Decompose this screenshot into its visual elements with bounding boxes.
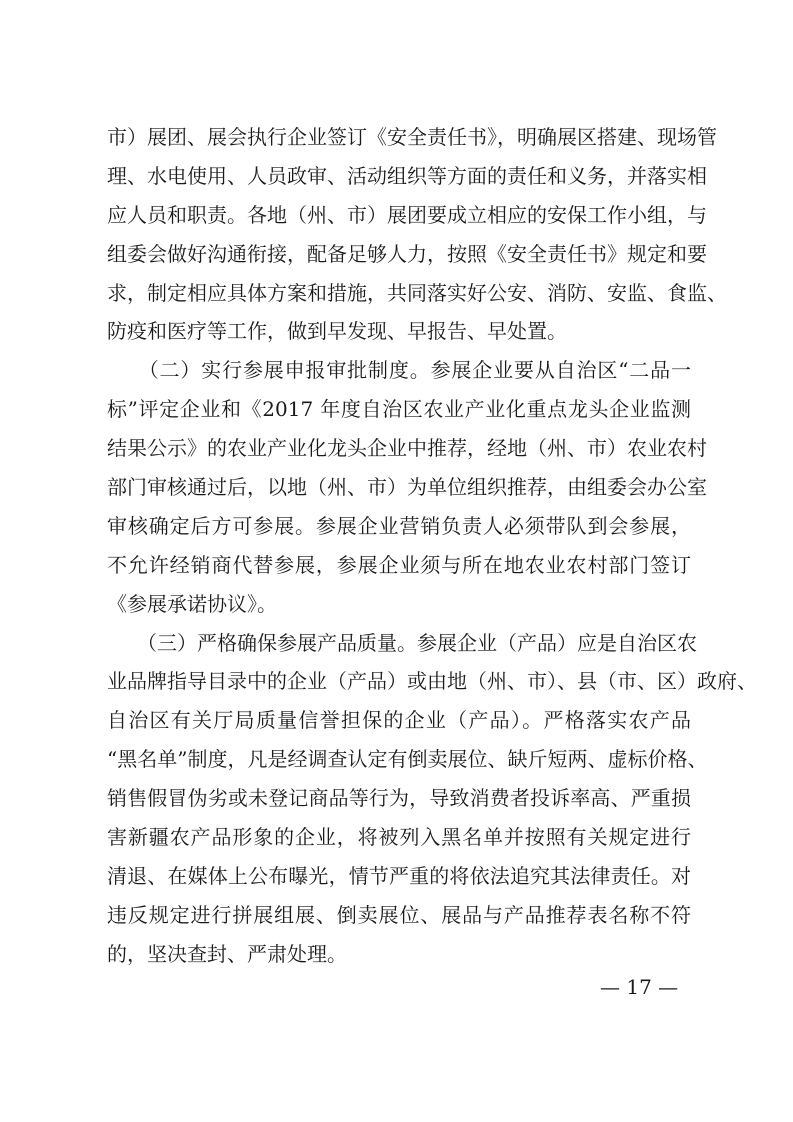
- text-line: 组委会做好沟通衔接，配备足够人力，按照《安全责任书》规定和要: [107, 241, 707, 266]
- document-body: [107, 118, 757, 974]
- text-line: 的，坚决查封、严肃处理。: [107, 941, 347, 966]
- page-number: — 17 —: [600, 975, 679, 999]
- text-line: 部门审核通过后，以地（州、市）为单位组织推荐，由组委会办公室: [107, 475, 707, 500]
- paragraph: [107, 118, 727, 351]
- text-line: 《参展承诺协议》。: [107, 591, 277, 616]
- text-line: 求，制定相应具体方案和措施，共同落实好公安、消防、安监、食监、: [107, 280, 727, 305]
- text-line: 害新疆农产品形象的企业，将被列入黑名单并按照有关规定进行: [107, 825, 691, 850]
- text-line: 标”评定企业和《2017 年度自治区农业产业化重点龙头企业监测: [107, 397, 691, 422]
- text-line: 不允许经销商代替参展，参展企业须与所在地农业农村部门签订: [107, 552, 691, 577]
- text-line: 业品牌指导目录中的企业（产品）或由地（州、市）、县（市、区）政府、: [107, 669, 757, 694]
- text-line: 应人员和职责。各地（州、市）展团要成立相应的安保工作小组，与: [107, 202, 707, 227]
- text-line: 结果公示》的农业产业化龙头企业中推荐，经地（州、市）农业农村: [107, 436, 707, 461]
- text-line: 理、水电使用、人员政审、活动组织等方面的责任和义务，并落实相: [107, 163, 707, 188]
- text-line: 清退、在媒体上公布曝光，情节严重的将依法追究其法律责任。对: [107, 863, 691, 888]
- text-line: （二）实行参展申报审批制度。参展企业要从自治区“二品一: [107, 358, 691, 383]
- paragraph: [107, 624, 757, 974]
- text-line: 防疫和医疗等工作，做到早发现、早报告、早处置。: [107, 319, 567, 344]
- text-line: 市）展团、展会执行企业签订《安全责任书》，明确展区搭建、现场管: [107, 125, 717, 149]
- text-line: （三）严格确保参展产品质量。参展企业（产品）应是自治区农: [107, 630, 697, 655]
- text-line: 自治区有关厅局质量信誉担保的企业（产品）。严格落实农产品: [107, 708, 691, 733]
- text-line: 销售假冒伪劣或未登记商品等行为，导致消费者投诉率高、严重损: [107, 786, 691, 811]
- text-line: 审核确定后方可参展。参展企业营销负责人必须带队到会参展，: [107, 513, 691, 538]
- text-line: “黑名单”制度，凡是经调查认定有倒卖展位、缺斤短两、虚标价格、: [107, 747, 708, 772]
- text-line: 违反规定进行拼展组展、倒卖展位、展品与产品推荐表名称不符: [107, 902, 691, 927]
- paragraph: [107, 351, 707, 623]
